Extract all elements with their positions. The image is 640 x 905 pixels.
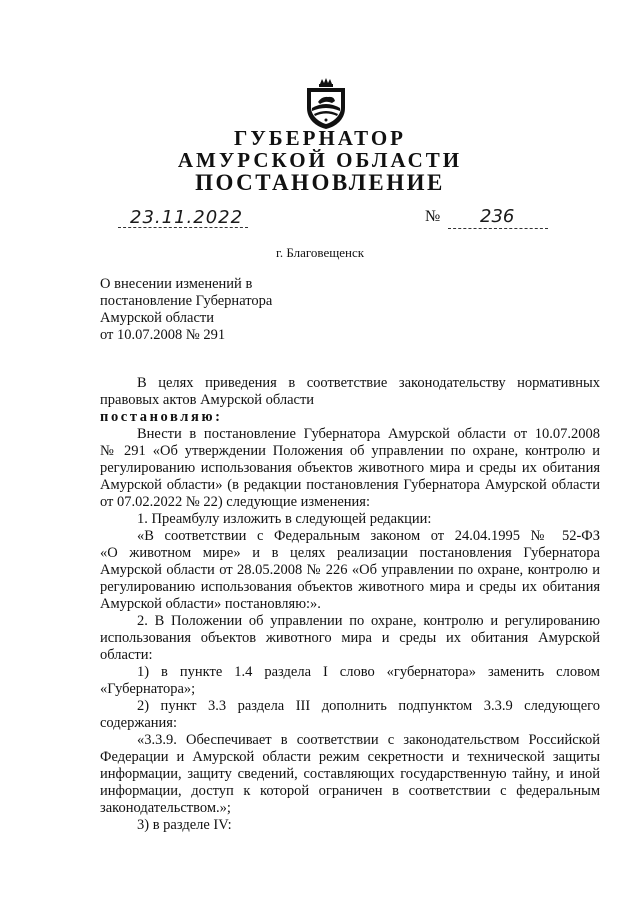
body-line: «В соответствии с Федеральным законом от 24.04.1995 № 52-ФЗ [137, 528, 600, 544]
coat-of-arms-emblem [304, 78, 348, 130]
subject-line: от 10.07.2008 № 291 [100, 327, 226, 343]
body-line: Амурской области от 28.05.2008 № 226 «Об управлении по охране, контролю и [100, 562, 600, 578]
subject-line: О внесении изменений в [100, 276, 253, 292]
header-governor: ГУБЕРНАТОР [233, 126, 407, 150]
body-line: Амурской области» постановляю:». [100, 596, 321, 612]
number-label: № [425, 208, 441, 225]
body-line: от 07.02.2022 № 22) следующие изменения: [100, 494, 370, 510]
city: г. Благовещенск [275, 245, 365, 260]
body-line: законодательством.»; [100, 800, 231, 816]
body-line: 2) пункт 3.3 раздела III дополнить подпунктом 3.3.9 следующего [137, 698, 600, 714]
body-line: содержания: [100, 715, 178, 731]
body-line: 1) в пункте 1.4 раздела I слово «губернатора» заменить словом [137, 664, 600, 680]
body-line: 2. В Положении об управлении по охране, контролю и регулированию [137, 613, 600, 629]
body-line: регулированию использования объектов животного мира и среды их обитания [100, 460, 600, 476]
number-underline [448, 228, 548, 229]
body-line: информации, доступ к которой ограничен в соответствии с федеральным [100, 783, 600, 799]
document-number: 236 [480, 206, 515, 227]
body-line: Внести в постановление Губернатора Амурской области от 10.07.2008 [137, 426, 600, 442]
body-line: регулированию использования объектов животного мира и среды их обитания [100, 579, 600, 595]
body-line: правовых актов Амурской области [100, 392, 315, 408]
body-line: Амурской области» (в редакции постановления Губернатора Амурской области [100, 477, 600, 493]
date-underline [118, 227, 248, 228]
body-line: «Губернатора»; [100, 681, 196, 697]
body-line: Федерации и Амурской области режим секретности и технической защиты [100, 749, 600, 765]
body-line: области: [100, 647, 153, 663]
body-line: 1. Преамбулу изложить в следующей редакции: [137, 511, 432, 527]
body-line: информации, защиту сведений, составляющих государственную тайну, и иной [100, 766, 600, 782]
body-line: № 291 «Об утверждении Положения об управлении по охране, контролю и [100, 443, 600, 459]
decree-word: постановляю: [100, 409, 223, 425]
body-line: 3) в разделе IV: [137, 817, 232, 833]
body-line: использования объектов животного мира и среды их обитания Амурской [100, 630, 600, 646]
body-line: В целях приведения в соответствие законодательству нормативных [137, 375, 600, 391]
header-region: АМУРСКОЙ ОБЛАСТИ [177, 148, 463, 172]
subject-line: постановление Губернатора [100, 293, 273, 309]
body-line: «3.3.9. Обеспечивает в соответствии с законодательством Российской [137, 732, 600, 748]
document-date: 23.11.2022 [130, 207, 244, 228]
subject-line: Амурской области [100, 310, 214, 326]
document-type-title: ПОСТАНОВЛЕНИЕ [195, 170, 445, 195]
body-line: «О животном мире» и в целях реализации постановления Губернатора [100, 545, 600, 561]
